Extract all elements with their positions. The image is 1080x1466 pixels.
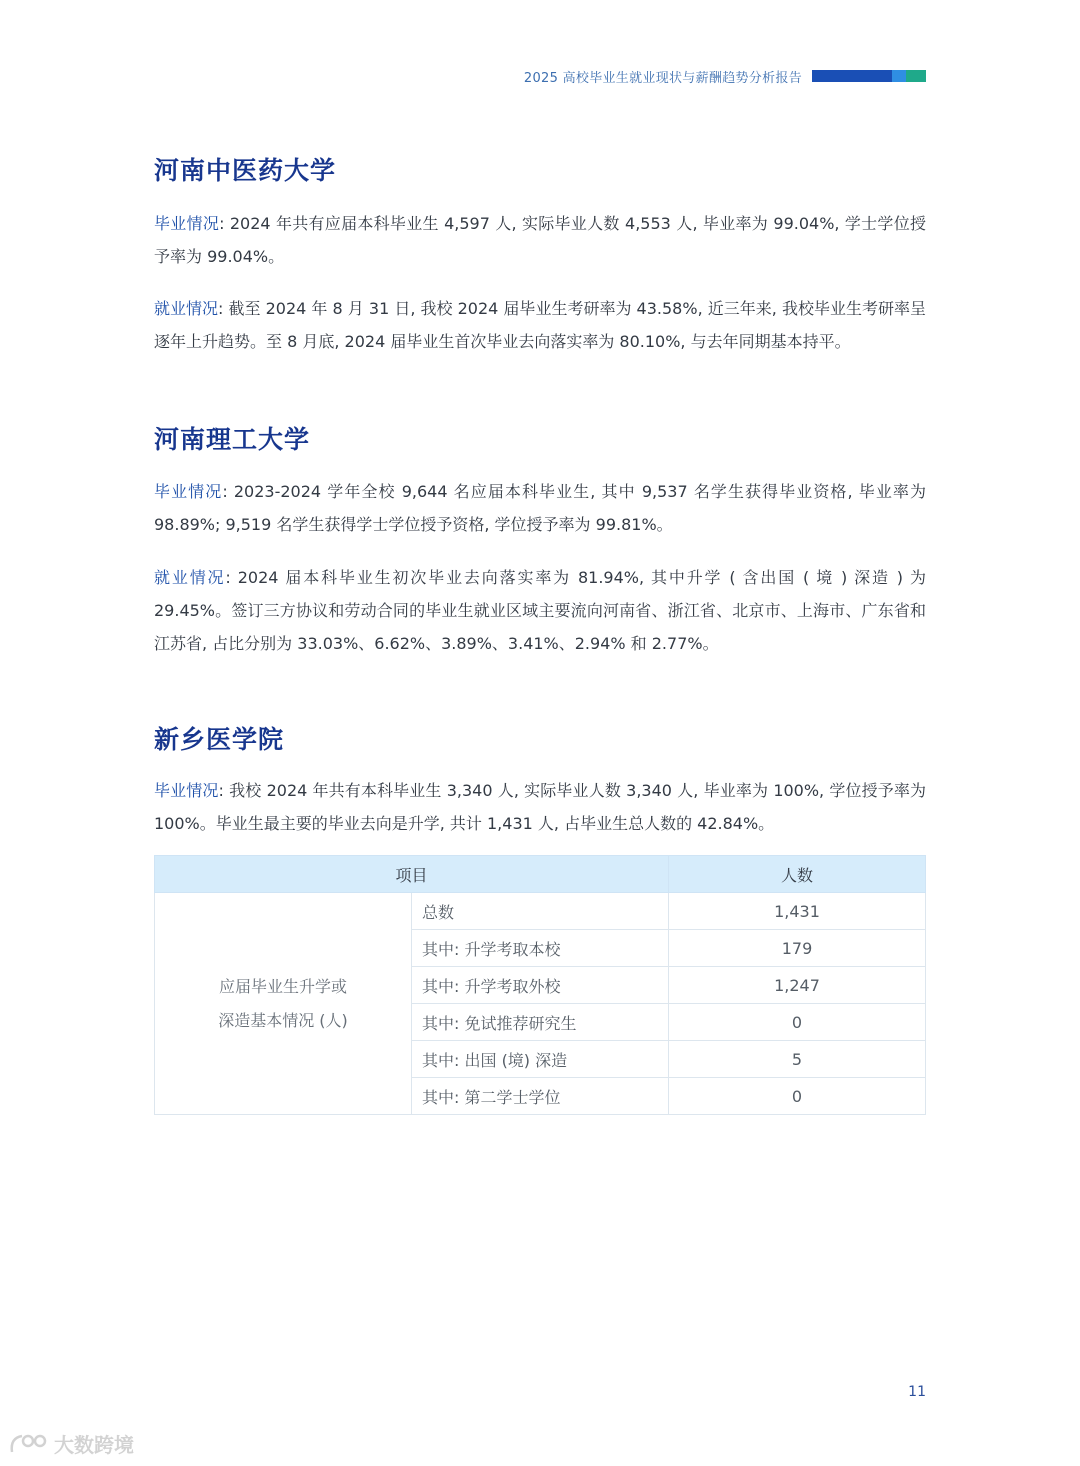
table-header-item: 项目 (155, 856, 669, 893)
paragraph-employment (154, 292, 926, 358)
header-bar-segment-blue (812, 70, 892, 82)
table-header-row (155, 856, 926, 893)
paragraph-label: 毕业情况 (154, 781, 219, 800)
section-title-henan-polytechnic: 河南理工大学 (154, 425, 311, 454)
paragraph-text: : 截至 2024 年 8 月 31 日, 我校 2024 届毕业生考研率为 43.58%, 近三年来, 我校毕业生考研率呈逐年上升趋势。至 8 月底, 2024 届毕业生首次毕业去向落实率为 80.10%, 与去年同期基本持平。 (154, 299, 926, 351)
paragraph-label: 就业情况 (154, 299, 219, 318)
watermark-text: 大数跨境 (54, 1433, 134, 1457)
report-title: 2025 高校毕业生就业现状与薪酬趋势分析报告 (523, 71, 802, 86)
table-cell-value: 1,431 (669, 893, 926, 930)
table-cell-item: 其中: 免试推荐研究生 (412, 1004, 669, 1041)
header-bar-segment-light-blue (892, 70, 906, 82)
section-title-henan-tcm: 河南中医药大学 (154, 156, 337, 185)
table-cell-value: 0 (669, 1078, 926, 1115)
table-cell-item: 其中: 第二学士学位 (412, 1078, 669, 1115)
table-cell-value: 5 (669, 1041, 926, 1078)
paragraph-graduation (154, 774, 926, 840)
page-number: 11 (908, 1384, 926, 1400)
table-cell-item: 其中: 出国 (境) 深造 (412, 1041, 669, 1078)
watermark (8, 1429, 134, 1458)
table-cell-value: 0 (669, 1004, 926, 1041)
paragraph-label: 毕业情况 (154, 482, 223, 501)
header-bar-segment-green (906, 70, 926, 82)
table-row (155, 893, 926, 930)
watermark-logo-icon (8, 1432, 48, 1456)
paragraph-text: : 2024 届本科毕业生初次毕业去向落实率为 81.94%, 其中升学 ( 含出国 ( 境 ) 深造 ) 为 29.45%。签订三方协议和劳动合同的毕业生就业区域主要流向河南省、浙江省、北京市、上海市、广东省和江苏省, 占比分别为 33.03%、6.62%、3.89%、3.41%、2.94% 和 2.77%。 (154, 568, 926, 653)
header-color-bar (812, 70, 926, 82)
paragraph-label: 就业情况 (154, 568, 226, 587)
table-cell-item: 总数 (412, 893, 669, 930)
paragraph-text: : 我校 2024 年共有本科毕业生 3,340 人, 实际毕业人数 3,340 人, 毕业率为 100%, 学位授予率为 100%。毕业生最主要的毕业去向是升学, 共计 1,431 人, 占毕业生总人数的 42.84%。 (154, 781, 926, 833)
table-cell-value: 179 (669, 930, 926, 967)
group-label-line: 深造基本情况 (人) (218, 1010, 348, 1030)
paragraph-employment (154, 561, 926, 660)
further-study-table (154, 855, 926, 1115)
paragraph-text: : 2023-2024 学年全校 9,644 名应届本科毕业生, 其中 9,537 名学生获得毕业资格, 毕业率为 98.89%; 9,519 名学生获得学士学位授予资格, 学位授予率为 99.81%。 (154, 482, 926, 534)
table-cell-item: 其中: 升学考取本校 (412, 930, 669, 967)
table-header-count: 人数 (669, 856, 926, 893)
paragraph-graduation (154, 475, 926, 541)
group-label-line: 应届毕业生升学或 (218, 976, 347, 996)
table-cell-value: 1,247 (669, 967, 926, 1004)
table-group-label (155, 893, 412, 1115)
section-title-xinxiang-medical: 新乡医学院 (154, 725, 285, 754)
paragraph-label: 毕业情况 (154, 214, 220, 233)
paragraph-text: : 2024 年共有应届本科毕业生 4,597 人, 实际毕业人数 4,553 人, 毕业率为 99.04%, 学士学位授予率为 99.04%。 (154, 214, 926, 266)
paragraph-graduation (154, 207, 926, 273)
table-cell-item: 其中: 升学考取外校 (412, 967, 669, 1004)
